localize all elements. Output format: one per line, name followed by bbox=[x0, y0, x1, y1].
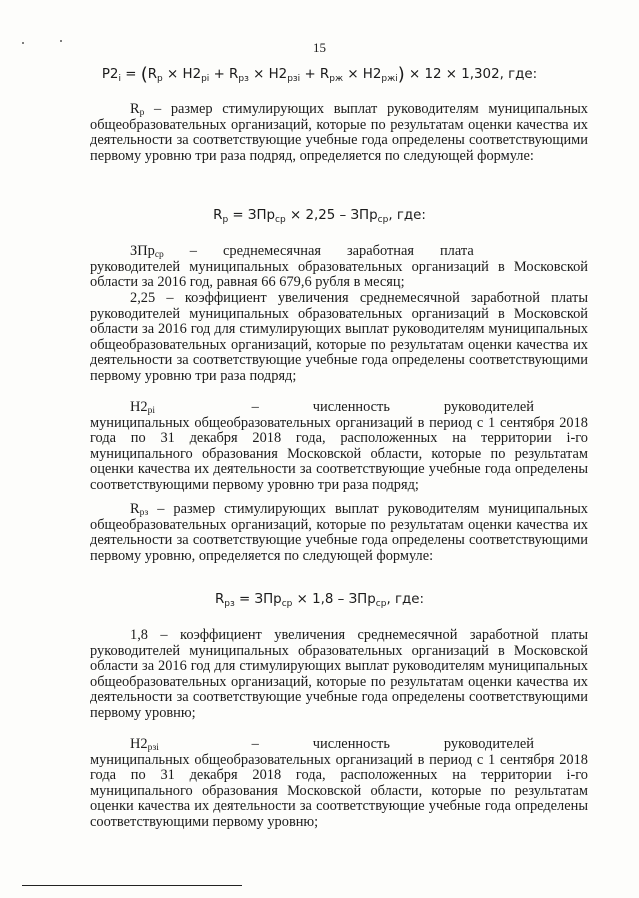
paragraph-h2pzi-definition: $Н2_{рзi}$ – численность руководителеймуниципальных общеобразовательных организаций в период с 1 сентября 2018 года по 31 декабря 2018 года, расположенных на территории i-го муниципального образования Московской области, которые по результатам оценки качества их деятельности за соответствующие учебные года определены соответствующими первому уровню; bbox=[90, 736, 588, 830]
paragraph-rp-definition: $R_р$ – размер стимулирующих выплат руководителям муниципальных общеобразовательных организаций, которые по результатам оценки качества их деятельности за соответствующие учебные года определены соответствующими первому уровню три раза подряд, определяется по следующей формуле: bbox=[90, 101, 588, 164]
paragraph-coefficient-18: 1,8 – коэффициент увеличения среднемесячной заработной платы руководителей муниципальных образовательных организаций в Московской области за 2016 год для стимулирующих выплат руководителям муниципальных общеобразовательных организаций, которые по результатам оценки качества их деятельности за соответствующие учебные года определены соответствующими первому уровню; bbox=[90, 627, 588, 721]
paragraph-zpr-definition: ЗПр$_{ср}$ – среднемесячная заработная платаруководителей муниципальных образовательных организаций в Московской области за 2016 год, равная 66 679,6 рубля в месяц; bbox=[90, 243, 588, 290]
paragraph-rpz-definition: $R_{рз}$ – размер стимулирующих выплат руководителям муниципальных общеобразовательных организаций, которые по результатам оценки качества их деятельности за соответствующие учебные года определены соответствующими первому уровню, определяется по следующей формуле: bbox=[90, 501, 588, 564]
formula-rpz: $R_{рз} = ЗПр_{ср} \times 1,8 - ЗПр_{ср}$, где: bbox=[214, 592, 424, 609]
paragraph-h2pi-definition: $Н2_{рi}$ – численность руководителеймуниципальных общеобразовательных организаций в период с 1 сентября 2018 года по 31 декабря 2018 года, расположенных на территории i-го муниципального образования Московской области, которые по результатам оценки качества их деятельности за соответствующие учебные года определены соответствующими первому уровню три раза подряд; bbox=[90, 399, 588, 493]
footer-rule bbox=[22, 885, 242, 886]
formula-p2: $Р2_i = (R_р \times Н2_{рi} + R_{рз} \times Н2_{рзi} + R_{рж} \times Н2_{ржi}) \times 12 \times 1,302$, где: bbox=[101, 64, 538, 85]
page-number: 15 bbox=[313, 40, 326, 55]
formula-rp: $R_р = ЗПр_{ср} \times 2,25 - ЗПр_{ср}$, где: bbox=[213, 208, 426, 225]
paragraph-coefficient-225: 2,25 – коэффициент увеличения среднемесячной заработной платы руководителей муниципальных образовательных организаций в Московской области за 2016 год для стимулирующих выплат руководителям муниципальных общеобразовательных организаций, которые по результатам оценки качества их деятельности за соответствующие учебные года определены соответствующими первому уровню три раза подряд; bbox=[90, 290, 588, 384]
